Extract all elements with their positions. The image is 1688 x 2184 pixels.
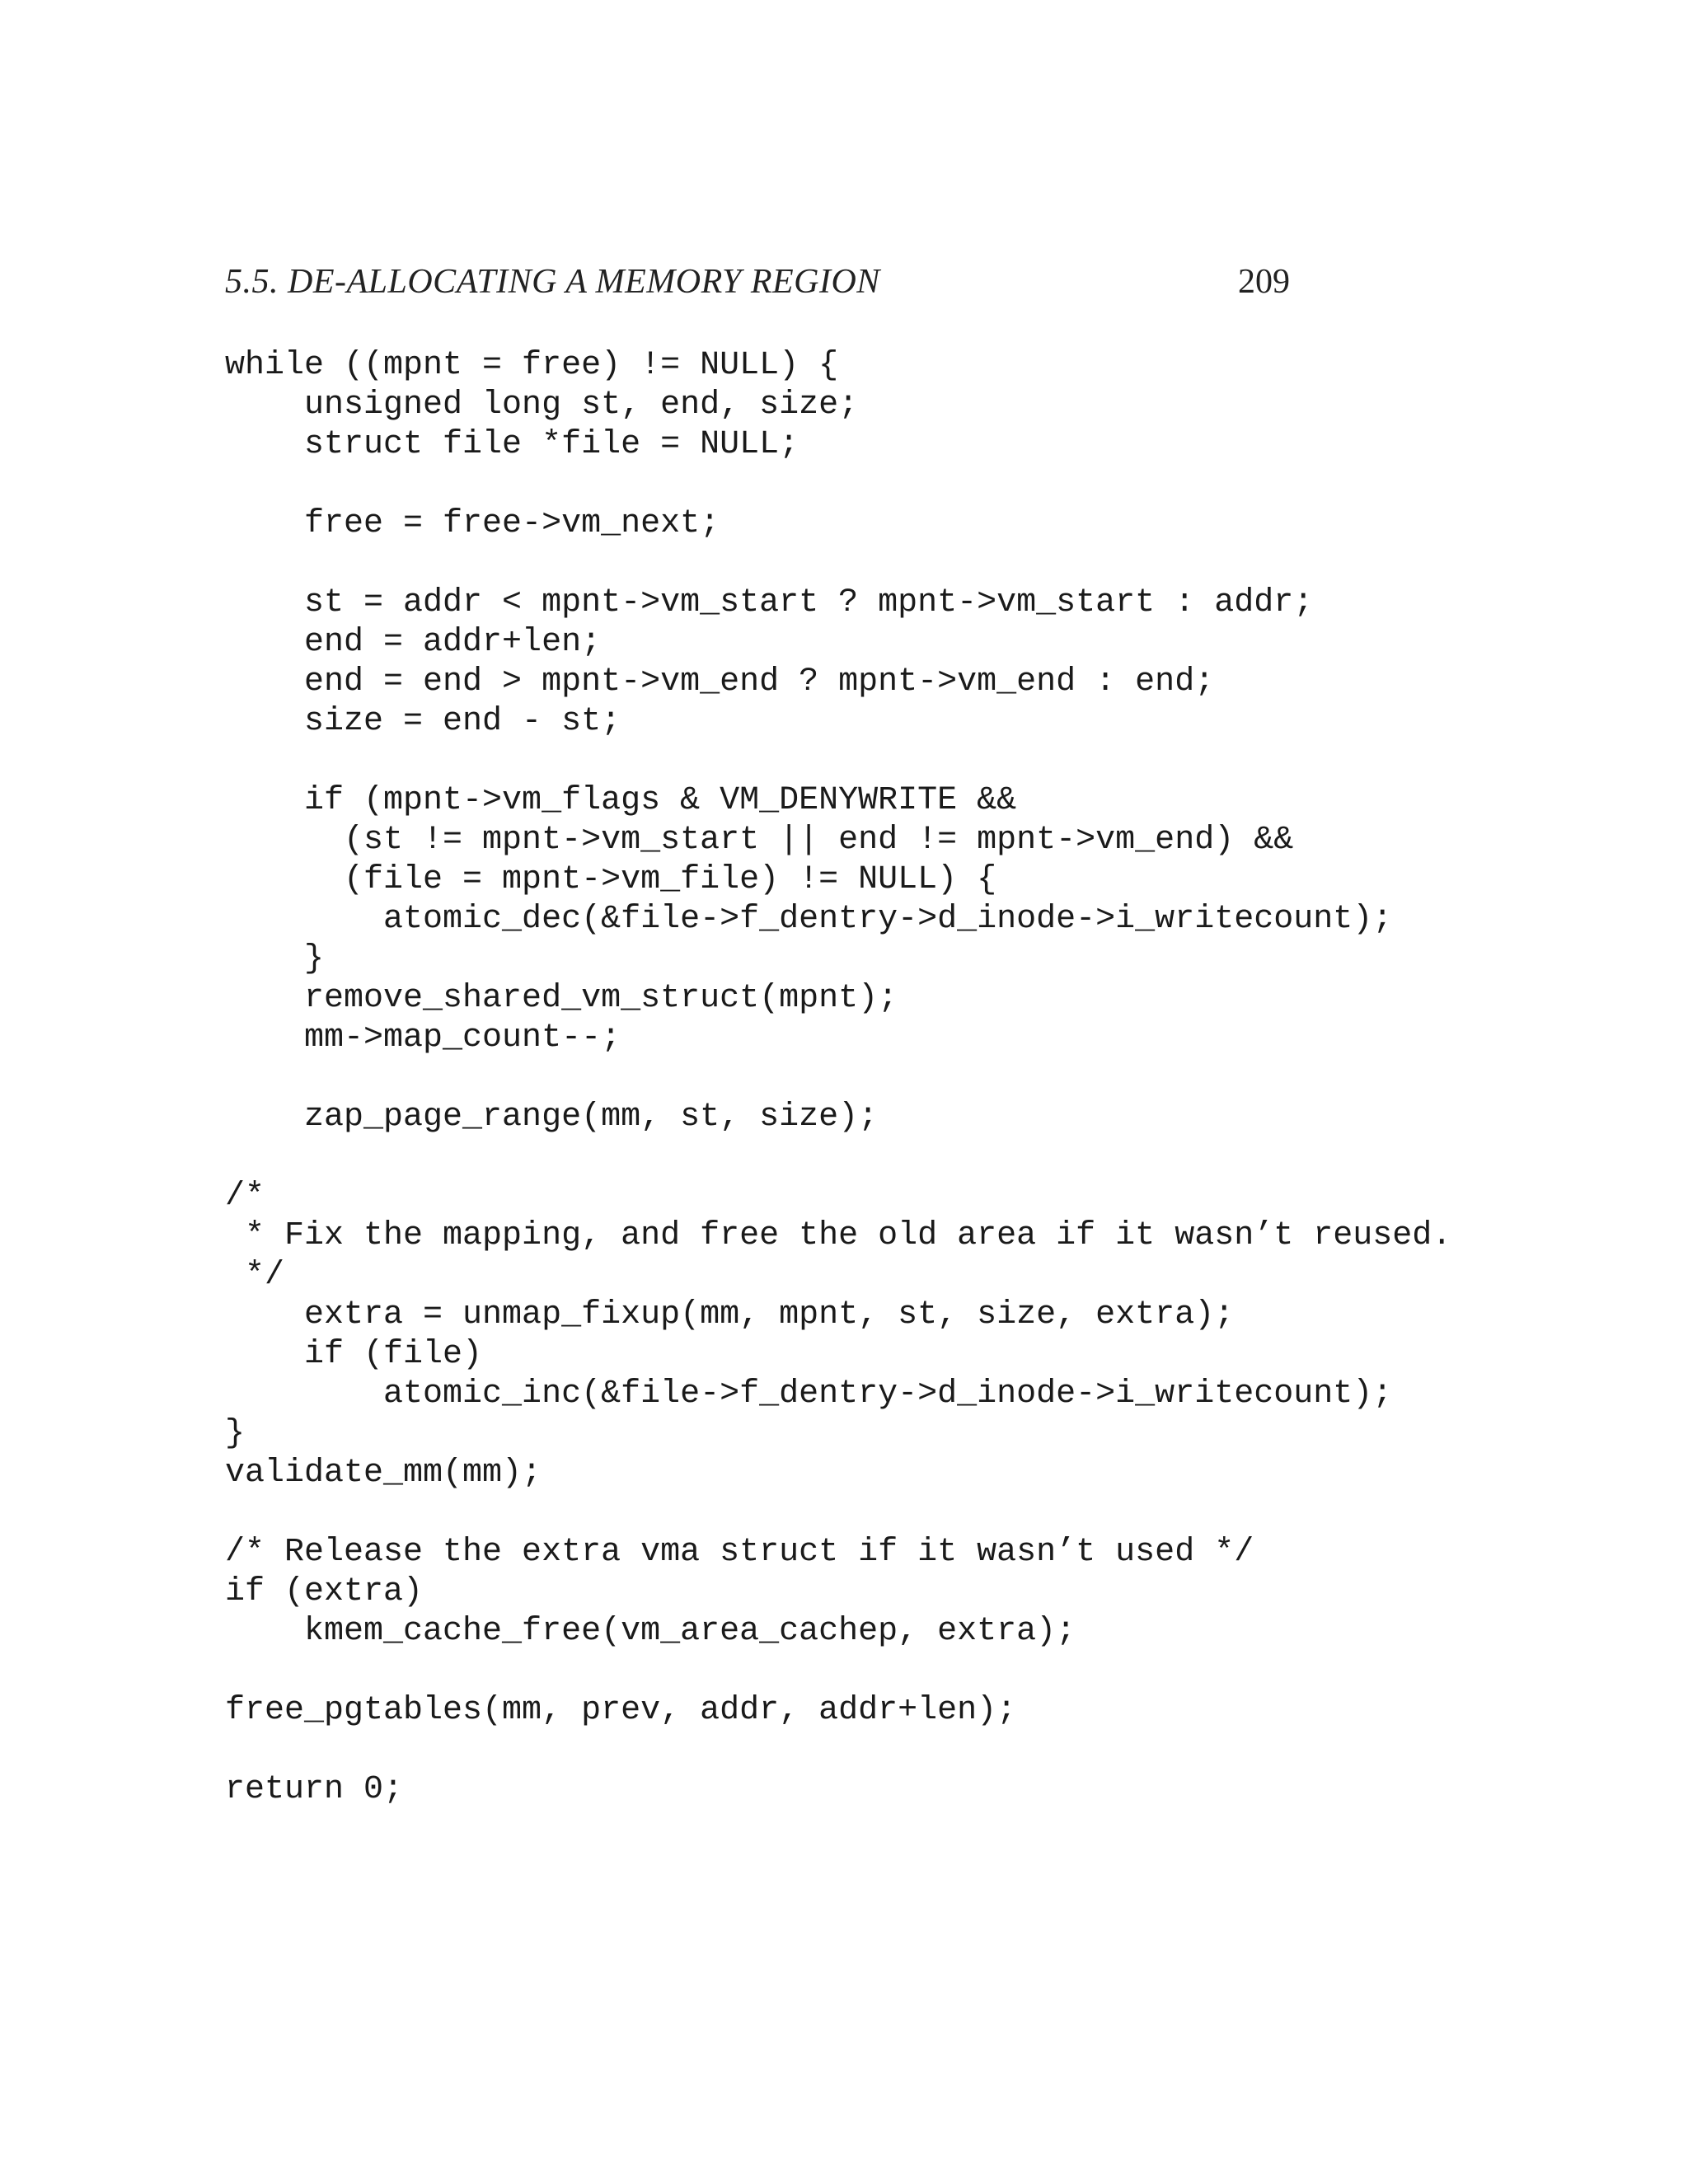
section-title: 5.5. DE-ALLOCATING A MEMORY REGION [225, 263, 880, 301]
code-line: atomic_dec(&file->f_dentry->d_inode->i_writecount); [225, 901, 1393, 938]
code-listing [225, 346, 1544, 1810]
code-line: */ [225, 1257, 285, 1294]
code-line: remove_shared_vm_struct(mpnt); [225, 980, 898, 1017]
code-line: validate_mm(mm); [225, 1455, 542, 1492]
code-line: (file = mpnt->vm_file) != NULL) { [225, 861, 997, 898]
code-line: * Fix the mapping, and free the old area if it wasn’t reused. [225, 1217, 1452, 1254]
code-line [225, 1058, 1544, 1098]
code-line [225, 1493, 1544, 1533]
code-line [225, 544, 1544, 583]
code-line: size = end - st; [225, 703, 621, 740]
code-line [225, 1652, 1544, 1691]
code-line: (st != mpnt->vm_start || end != mpnt->vm_end) && [225, 822, 1294, 859]
code-line: /* [225, 1178, 265, 1215]
code-line: struct file *file = NULL; [225, 426, 799, 463]
code-line: while ((mpnt = free) != NULL) { [225, 347, 839, 384]
running-header [225, 257, 1290, 307]
code-line: zap_page_range(mm, st, size); [225, 1099, 879, 1136]
code-line: unsigned long st, end, size; [225, 387, 859, 424]
code-line: end = end > mpnt->vm_end ? mpnt->vm_end : end; [225, 663, 1215, 701]
code-line: if (extra) [225, 1573, 424, 1610]
code-line [225, 1731, 1544, 1770]
code-line: mm->map_count--; [225, 1019, 621, 1057]
code-line: st = addr < mpnt->vm_start ? mpnt->vm_start : addr; [225, 584, 1314, 621]
code-line: end = addr+len; [225, 624, 602, 661]
code-line [225, 465, 1544, 504]
code-line: } [225, 1415, 246, 1452]
code-line: atomic_inc(&file->f_dentry->d_inode->i_writecount); [225, 1376, 1393, 1413]
code-line: /* Release the extra vma struct if it wasn’t used */ [225, 1534, 1254, 1571]
page-number: 209 [1238, 263, 1290, 301]
code-line: extra = unmap_fixup(mm, mpnt, st, size, extra); [225, 1296, 1235, 1333]
code-line: } [225, 940, 325, 977]
code-line [225, 1137, 1544, 1177]
code-line: if (mpnt->vm_flags & VM_DENYWRITE && [225, 782, 1017, 819]
code-line: if (file) [225, 1336, 483, 1373]
code-line [225, 742, 1544, 781]
code-line: free = free->vm_next; [225, 505, 720, 542]
code-line: return 0; [225, 1771, 404, 1808]
code-line: kmem_cache_free(vm_area_cachep, extra); [225, 1613, 1076, 1650]
code-line: free_pgtables(mm, prev, addr, addr+len); [225, 1692, 1017, 1729]
